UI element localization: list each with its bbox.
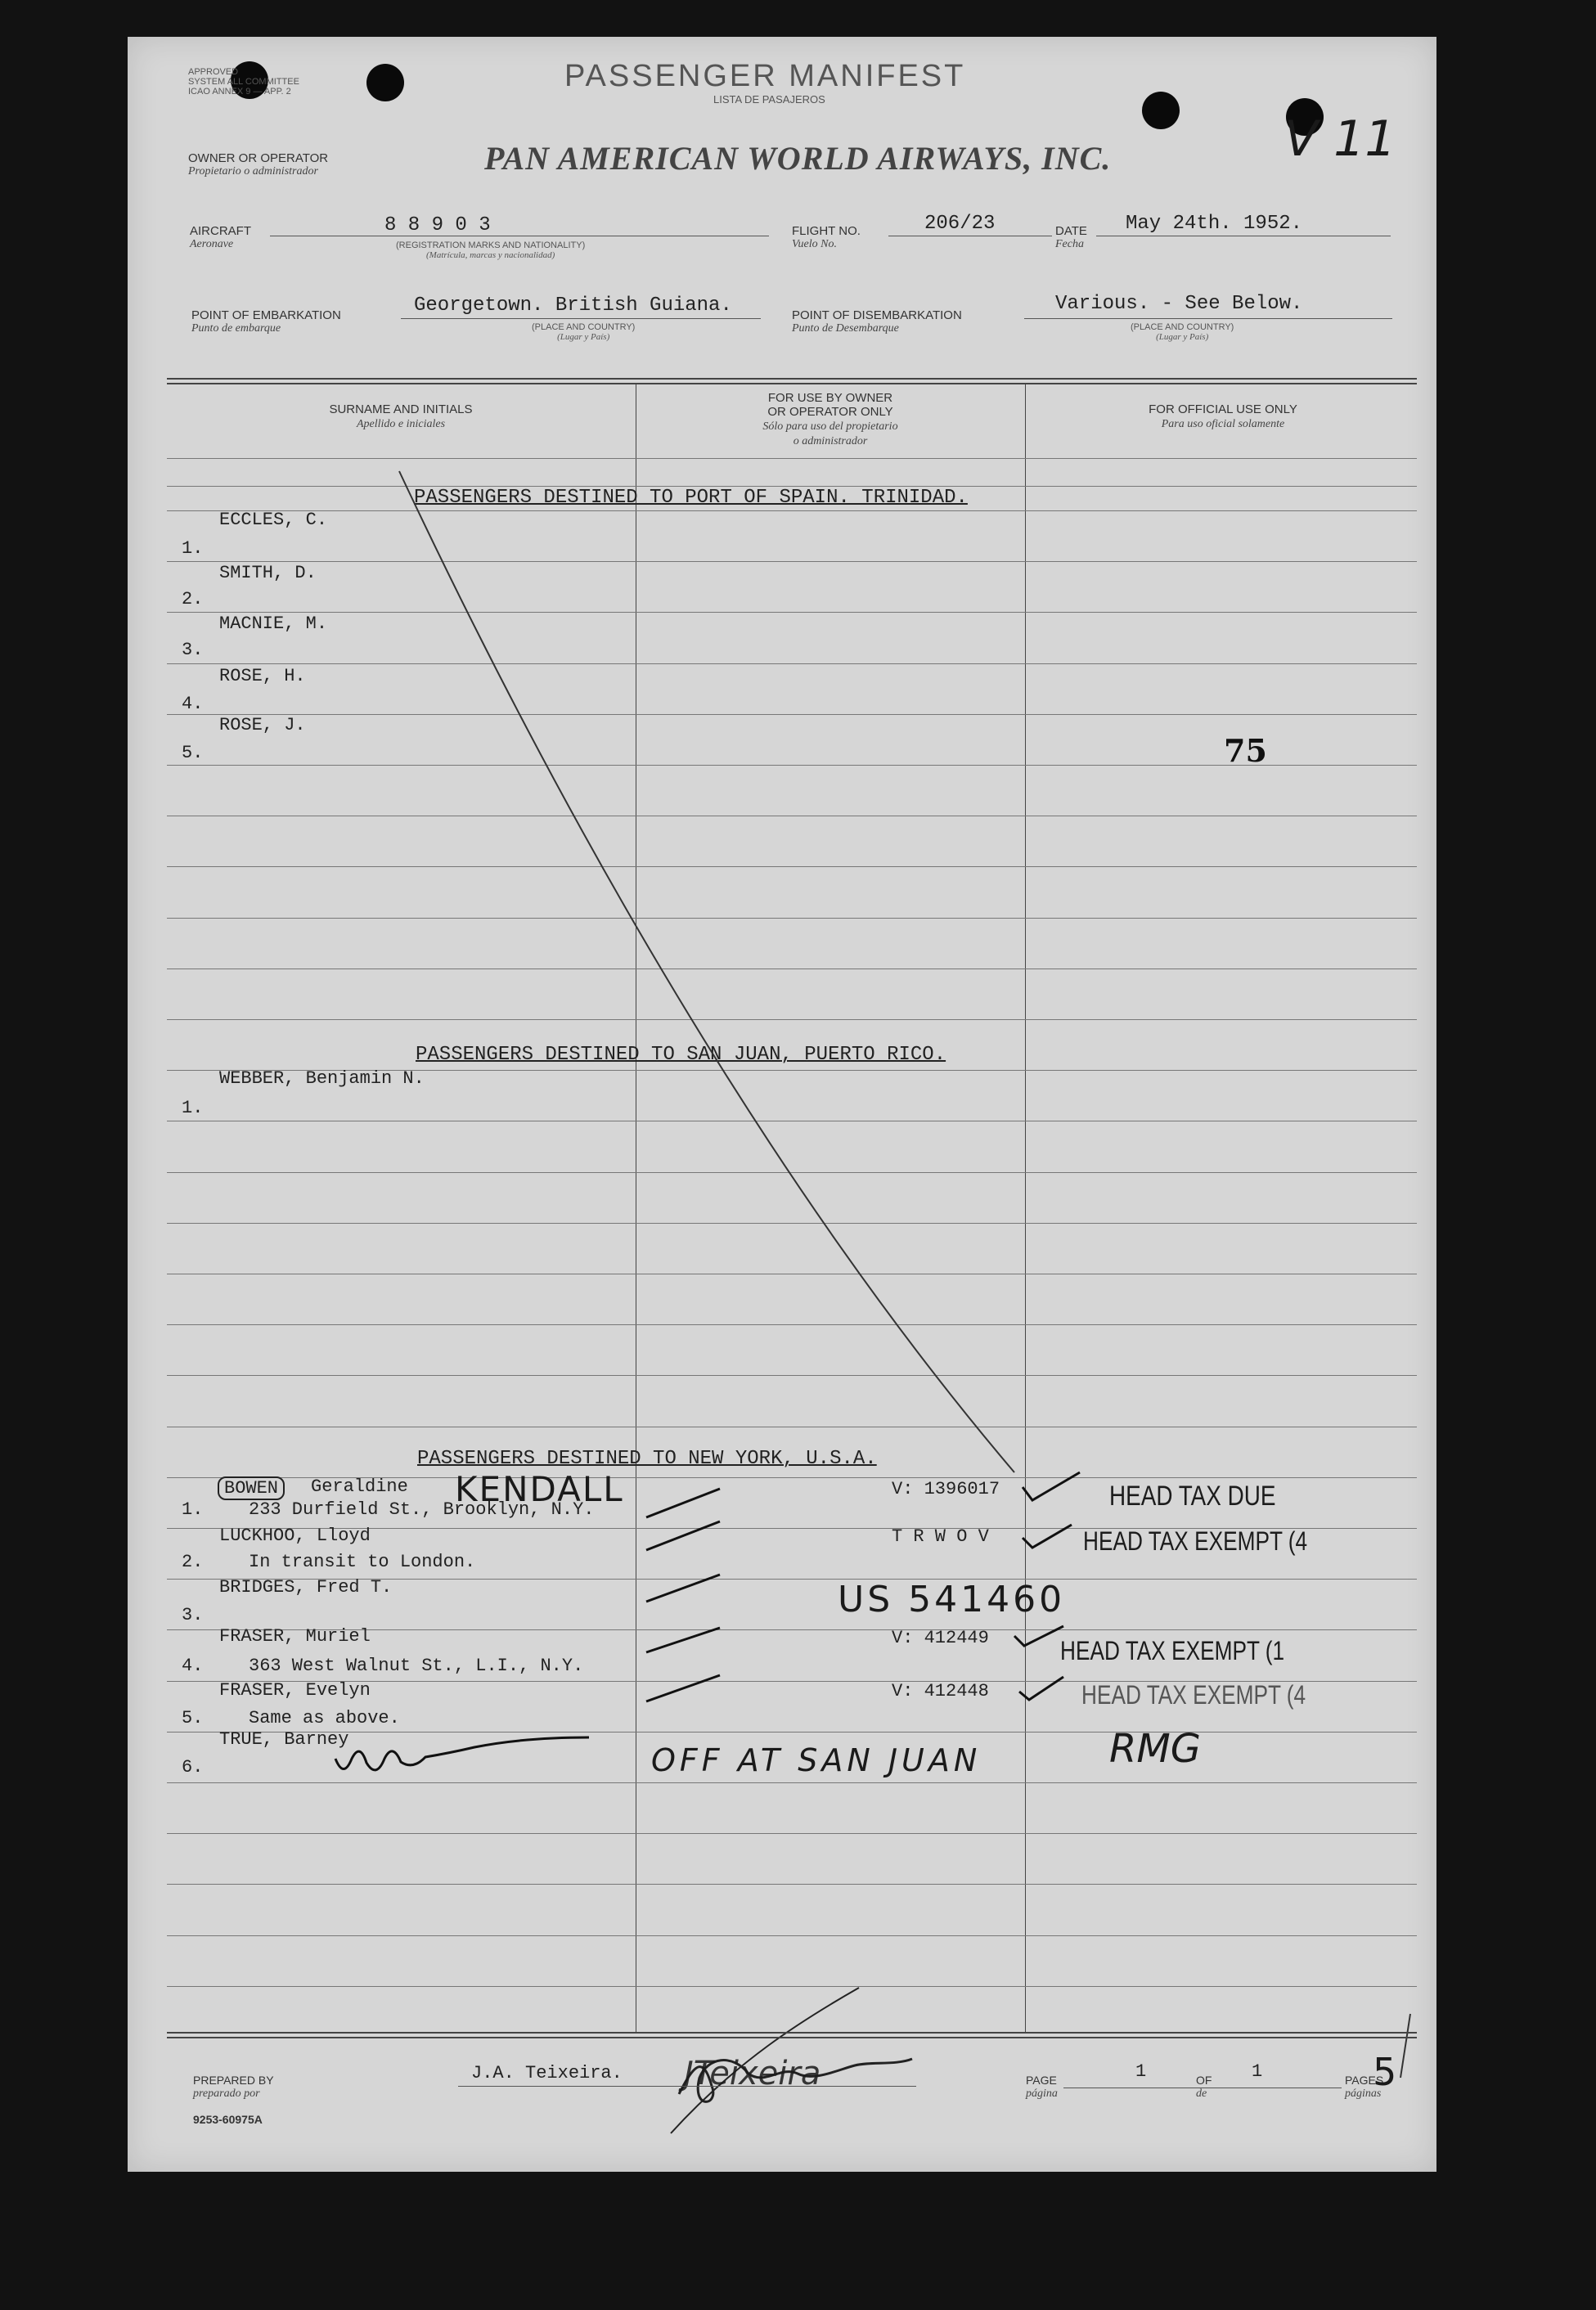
aircraft-label: AIRCRAFT Aeronave — [190, 224, 251, 250]
check-mark — [646, 1628, 720, 1652]
diagonal-strike-line — [399, 471, 1014, 1472]
passenger-detail: 233 Durfield St., Brooklyn, N.Y. — [249, 1499, 595, 1520]
passenger-name: ECCLES, C. — [219, 510, 328, 530]
date-label: DATE Fecha — [1055, 224, 1087, 250]
signature: JTeixeira — [684, 2055, 821, 2092]
passenger-number: 2. — [182, 589, 204, 609]
head-tax-stamp: HEAD TAX DUE — [1109, 1481, 1276, 1512]
prepared-by-name: J.A. Teixeira. — [471, 2063, 623, 2083]
embark-value: Georgetown. British Guiana. — [414, 294, 732, 317]
signature-underline — [458, 2086, 916, 2087]
passenger-number: 6. — [182, 1757, 204, 1777]
passenger-name: Geraldine — [311, 1476, 408, 1497]
flight-no-label: FLIGHT NO. Vuelo No. — [792, 224, 861, 250]
pages-label: PAGES páginas — [1345, 2074, 1384, 2100]
page-total: 1 — [1252, 2061, 1263, 2082]
passenger-number: 2. — [182, 1552, 204, 1572]
visa-tick — [1023, 1472, 1080, 1500]
passenger-number: 4. — [182, 694, 204, 714]
passenger-detail: In transit to London. — [249, 1552, 476, 1572]
off-note: OFF AT SAN JUAN — [651, 1742, 982, 1778]
embark-label: POINT OF EMBARKATION Punto de embarque — [191, 308, 341, 335]
footer-rule-2 — [167, 2037, 1417, 2038]
page-title: PASSENGER MANIFEST — [564, 59, 966, 93]
approval-line: SYSTEM ALL COMMITTEE — [188, 77, 299, 87]
visa-tick — [1014, 1626, 1063, 1646]
passenger-name: MACNIE, M. — [219, 613, 328, 634]
disembark-value: Various. - See Below. — [1055, 293, 1303, 315]
passenger-name: FRASER, Evelyn — [219, 1680, 371, 1701]
passenger-number: 3. — [182, 640, 204, 660]
passenger-name: LUCKHOO, Lloyd — [219, 1526, 371, 1546]
approval-line: APPROVED — [188, 67, 239, 77]
head-tax-stamp: HEAD TAX EXEMPT (4 — [1081, 1680, 1306, 1710]
corner-stroke — [1400, 2014, 1410, 2078]
aircraft-value: 8 8 9 0 3 — [384, 214, 491, 236]
passenger-visa: V: 412448 — [892, 1681, 989, 1701]
section-heading-new-york: PASSENGERS DESTINED TO NEW YORK, U.S.A. — [417, 1448, 877, 1470]
column-header-name: SURNAME AND INITIALS Apellido e iniciales — [329, 402, 473, 430]
corner-mark: 5 — [1373, 2050, 1397, 2094]
handwritten-surname: KENDALL — [455, 1469, 624, 1509]
passenger-name: FRASER, Muriel — [219, 1626, 371, 1647]
of-label: OF de — [1196, 2074, 1212, 2100]
page-label: PAGE página — [1026, 2074, 1058, 2100]
passenger-number: 1. — [182, 538, 204, 559]
passenger-name: SMITH, D. — [219, 563, 317, 583]
passenger-number: 5. — [182, 1708, 204, 1728]
approval-line: ICAO ANNEX 9 — APP. 2 — [188, 87, 291, 97]
passenger-number: 1. — [182, 1499, 204, 1520]
head-tax-stamp: HEAD TAX EXEMPT (4 — [1083, 1526, 1308, 1556]
passenger-detail: 363 West Walnut St., L.I., N.Y. — [249, 1656, 584, 1676]
section-heading-san-juan: PASSENGERS DESTINED TO SAN JUAN, PUERTO RICO. — [416, 1044, 946, 1066]
page-title-es: LISTA DE PASAJEROS — [713, 93, 825, 106]
column-header-official: FOR OFFICIAL USE ONLY Para uso oficial solamente — [1149, 402, 1297, 430]
airline-name: PAN AMERICAN WORLD AIRWAYS, INC. — [484, 140, 1112, 177]
visa-tick — [1023, 1525, 1072, 1548]
form-number: 9253-60975A — [193, 2113, 263, 2126]
page-number: 1 — [1135, 2061, 1147, 2082]
visa-tick — [1019, 1677, 1063, 1700]
passenger-visa: V: 1396017 — [892, 1479, 1000, 1499]
handwritten-mark: V 11 — [1284, 110, 1396, 168]
passenger-name: WEBBER, Benjamin N. — [219, 1068, 425, 1089]
check-mark — [646, 1575, 720, 1602]
passenger-name: ROSE, H. — [219, 666, 306, 686]
section-heading-trinidad: PASSENGERS DESTINED TO PORT OF SPAIN. TRINIDAD. — [414, 487, 968, 509]
flight-no-value: 206/23 — [924, 213, 996, 235]
passenger-visa: V: 412449 — [892, 1628, 989, 1648]
passenger-name: BRIDGES, Fred T. — [219, 1577, 393, 1598]
check-mark — [646, 1489, 720, 1517]
passenger-number: 1. — [182, 1098, 204, 1118]
disembark-place-note: (PLACE AND COUNTRY) (Lugar y País) — [1131, 322, 1234, 342]
handwritten-initials: RMG — [1109, 1726, 1201, 1772]
head-tax-stamp: HEAD TAX EXEMPT (1 — [1060, 1636, 1285, 1665]
passenger-number: 3. — [182, 1605, 204, 1625]
passenger-name: TRUE, Barney — [219, 1729, 349, 1750]
handwritten-visa: US 541460 — [838, 1579, 1066, 1620]
passenger-detail: Same as above. — [249, 1708, 400, 1728]
scribble — [335, 1737, 589, 1770]
column-header-owner: FOR USE BY OWNER OR OPERATOR ONLY Sólo para uso del propietario o administrador — [762, 391, 898, 447]
check-mark — [646, 1675, 720, 1701]
registration-note: (REGISTRATION MARKS AND NATIONALITY) (Matrícula, marcas y nacionalidad) — [396, 240, 586, 260]
official-mark: 75 — [1224, 732, 1267, 769]
passenger-name: ROSE, J. — [219, 715, 306, 735]
disembark-label: POINT OF DISEMBARKATION Punto de Desembarque — [792, 308, 962, 335]
passenger-surname-boxed: BOWEN — [218, 1476, 285, 1500]
date-value: May 24th. 1952. — [1126, 213, 1303, 235]
prepared-by-label: PREPARED BY preparado por — [193, 2074, 274, 2100]
footer-rule — [167, 2032, 1417, 2034]
passenger-number: 4. — [182, 1656, 204, 1676]
embark-place-note: (PLACE AND COUNTRY) (Lugar y País) — [532, 322, 636, 342]
passenger-visa: T R W O V — [892, 1526, 989, 1547]
check-mark — [646, 1521, 720, 1550]
owner-label: OWNER OR OPERATOR Propietario o administrador — [188, 151, 329, 178]
passenger-number: 5. — [182, 743, 204, 763]
